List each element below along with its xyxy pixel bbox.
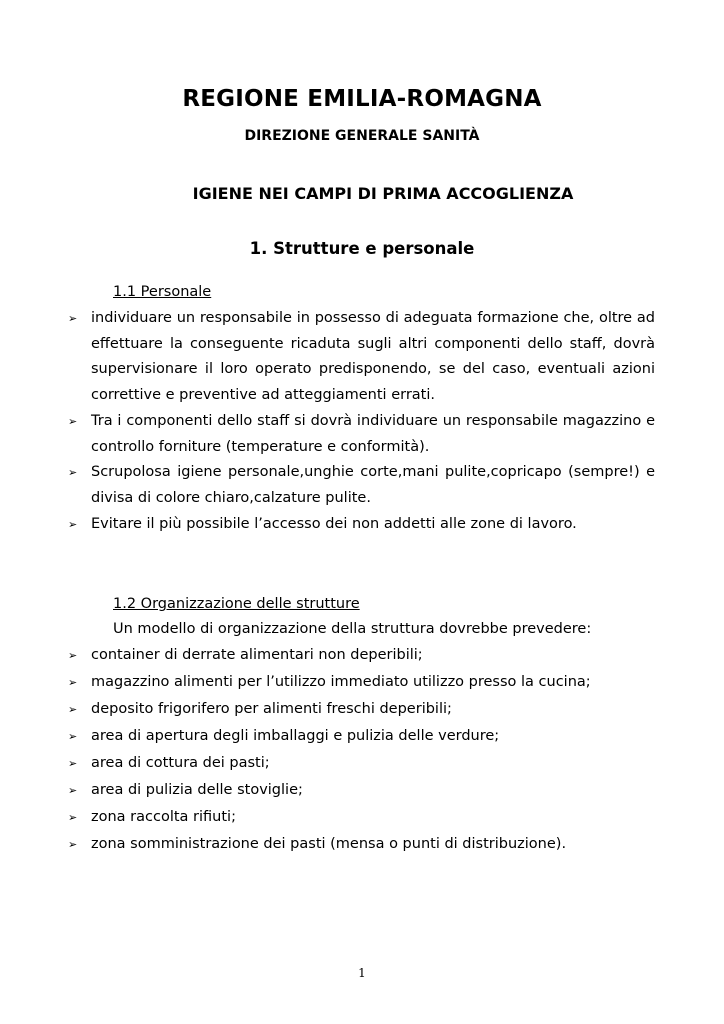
list-item-text: area di apertura degli imballaggi e pulizia delle verdure; (91, 728, 500, 744)
arrow-bullet-icon: ➢ (68, 703, 78, 716)
personale-bullet-list (68, 306, 655, 537)
subsection-heading-organizzazione: 1.2 Organizzazione delle strutture (113, 596, 360, 612)
list-item-text: magazzino alimenti per l’utilizzo immediato utilizzo presso la cucina; (91, 674, 591, 690)
arrow-bullet-icon: ➢ (68, 312, 78, 325)
page-number: 1 (358, 966, 366, 980)
list-item (68, 831, 655, 858)
list-item-text: area di cottura dei pasti; (91, 755, 270, 771)
list-item (68, 460, 655, 511)
list-item (68, 512, 655, 538)
arrow-bullet-icon: ➢ (68, 517, 78, 531)
list-item (68, 804, 655, 831)
list-item (68, 409, 655, 460)
arrow-bullet-icon: ➢ (68, 676, 78, 689)
list-item (68, 750, 655, 777)
list-item (68, 777, 655, 804)
section-title: 1. Strutture e personale (249, 239, 475, 258)
arrow-bullet-icon: ➢ (68, 466, 78, 480)
list-item-text: container di derrate alimentari non deperibili; (91, 647, 423, 663)
arrow-bullet-icon: ➢ (68, 649, 78, 662)
arrow-bullet-icon: ➢ (68, 757, 78, 770)
list-item (68, 723, 655, 750)
list-item (68, 696, 655, 723)
arrow-bullet-icon: ➢ (68, 811, 78, 824)
document-title: IGIENE NEI CAMPI DI PRIMA ACCOGLIENZA (192, 184, 574, 203)
subsection-heading-personale: 1.1 Personale (113, 284, 212, 300)
list-item-text: zona somministrazione dei pasti (mensa o punti di distribuzione). (91, 836, 567, 852)
arrow-bullet-icon: ➢ (68, 838, 78, 851)
organizzazione-intro: Un modello di organizzazione della struttura dovrebbe prevedere: (113, 621, 592, 637)
arrow-bullet-icon: ➢ (68, 784, 78, 797)
arrow-bullet-icon: ➢ (68, 730, 78, 743)
list-item-text: zona raccolta rifiuti; (91, 809, 236, 825)
region-title: REGIONE EMILIA-ROMAGNA (182, 86, 542, 112)
list-item (68, 642, 655, 669)
direction-subtitle: DIREZIONE GENERALE SANITÀ (244, 128, 480, 144)
list-item-text: Tra i componenti dello staff si dovrà individuare un responsabile magazzino e controllo forniture (temperature e conformità). (91, 412, 655, 455)
list-item-text: deposito frigorifero per alimenti freschi deperibili; (91, 701, 452, 717)
list-item-text: area di pulizia delle stoviglie; (91, 782, 303, 798)
list-item (68, 669, 655, 696)
organizzazione-bullet-list (68, 642, 655, 858)
list-item (68, 306, 655, 409)
list-item-text: Scrupolosa igiene personale,unghie corte,mani pulite,copricapo (sempre!) e divisa di colore chiaro,calzature pulite. (91, 464, 655, 506)
list-item-text: individuare un responsabile in possesso di adeguata formazione che, oltre ad effettuare la conseguente ricaduta sugli altri componenti dello staff, dovrà supervisionare il loro operato predisponendo, se del caso, eventuali azioni correttive e preventive ad atteggiamenti errati. (91, 310, 655, 404)
arrow-bullet-icon: ➢ (68, 414, 78, 428)
list-item-text: Evitare il più possibile l’accesso dei non addetti alle zone di lavoro. (91, 515, 577, 532)
